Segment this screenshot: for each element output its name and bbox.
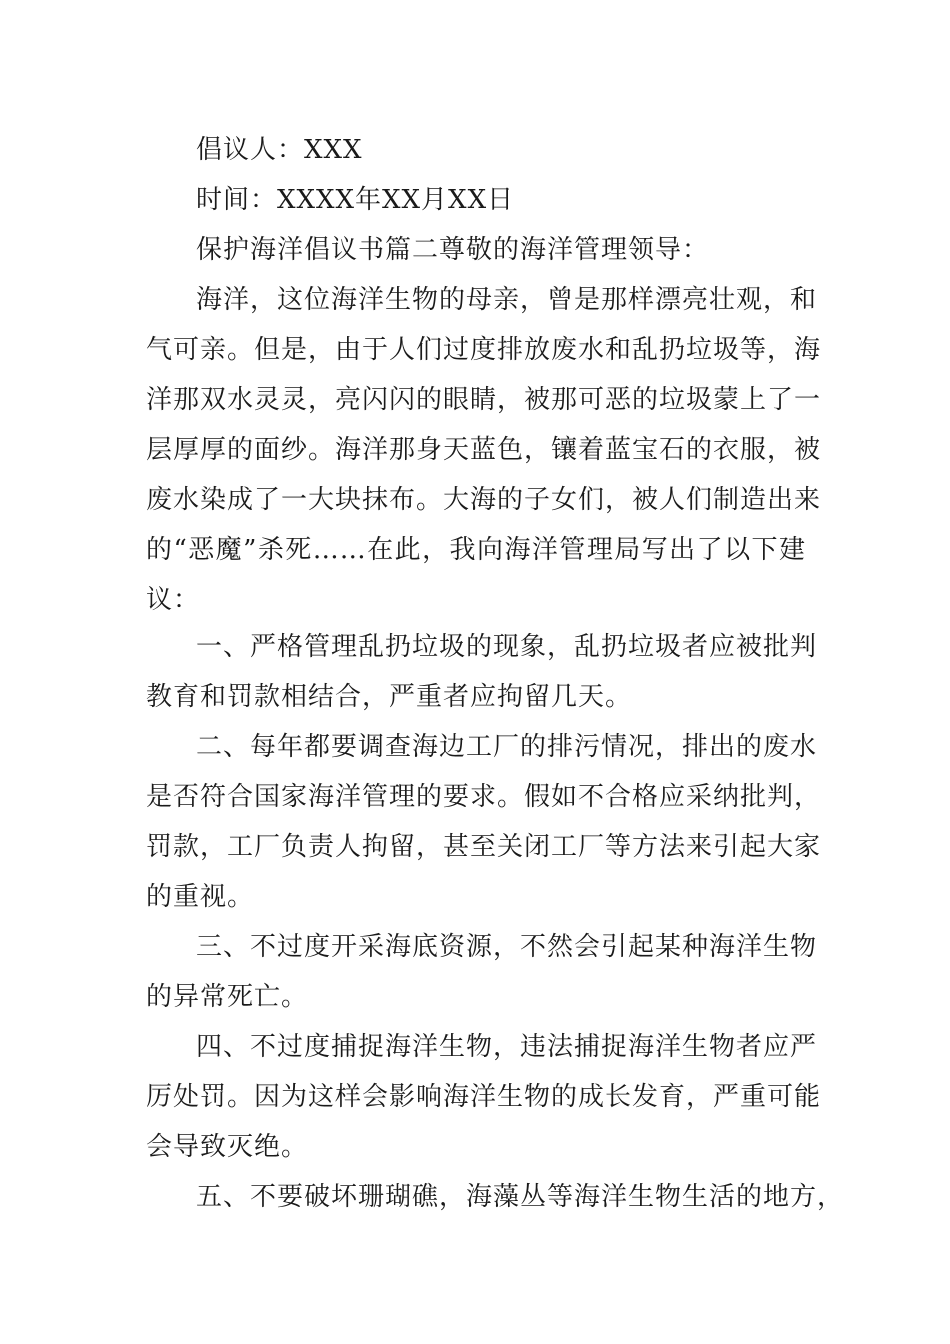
paragraph-line: 三、不过度开采海底资源，不然会引起某种海洋生物 xyxy=(196,932,818,962)
paragraph-line: 议： xyxy=(146,585,201,615)
paragraph-line: 会导致灭绝。 xyxy=(146,1132,309,1162)
paragraph-line: 海洋，这位海洋生物的母亲，曾是那样漂亮壮观，和 xyxy=(196,285,818,315)
paragraph-line: 气可亲。但是，由于人们过度排放废水和乱扔垃圾等，海 xyxy=(146,335,822,365)
paragraph-line: 罚款，工厂负责人拘留，甚至关闭工厂等方法来引起大家 xyxy=(146,832,822,862)
paragraph-line: 厉处罚。因为这样会影响海洋生物的成长发育，严重可能 xyxy=(146,1082,822,1112)
initiator-line: 倡议人：XXX xyxy=(196,135,363,165)
paragraph-line: 的异常死亡。 xyxy=(146,982,309,1012)
heading-line: 保护海洋倡议书篇二尊敬的海洋管理领导： xyxy=(196,235,710,265)
paragraph-line: 教育和罚款相结合，严重者应拘留几天。 xyxy=(146,682,633,712)
paragraph-line: 一、严格管理乱扔垃圾的现象，乱扔垃圾者应被批判 xyxy=(196,632,818,662)
paragraph-line: 洋那双水灵灵，亮闪闪的眼睛，被那可恶的垃圾蒙上了一 xyxy=(146,385,822,415)
paragraph-line: 四、不过度捕捉海洋生物，违法捕捉海洋生物者应严 xyxy=(196,1032,818,1062)
paragraph-line: 层厚厚的面纱。海洋那身天蓝色，镶着蓝宝石的衣服，被 xyxy=(146,435,822,465)
paragraph-line: 五、不要破坏珊瑚礁，海藻丛等海洋生物生活的地方， xyxy=(196,1182,845,1212)
paragraph-line: 是否符合国家海洋管理的要求。假如不合格应采纳批判， xyxy=(146,782,822,812)
paragraph-line: 的“恶魔”杀死……在此，我向海洋管理局写出了以下建 xyxy=(146,535,806,565)
paragraph-line: 二、每年都要调查海边工厂的排污情况，排出的废水 xyxy=(196,732,818,762)
paragraph-line: 的重视。 xyxy=(146,882,255,912)
date-line: 时间：XXXX年XX月XX日 xyxy=(196,185,515,215)
paragraph-line: 废水染成了一大块抹布。大海的子女们，被人们制造出来 xyxy=(146,485,822,515)
